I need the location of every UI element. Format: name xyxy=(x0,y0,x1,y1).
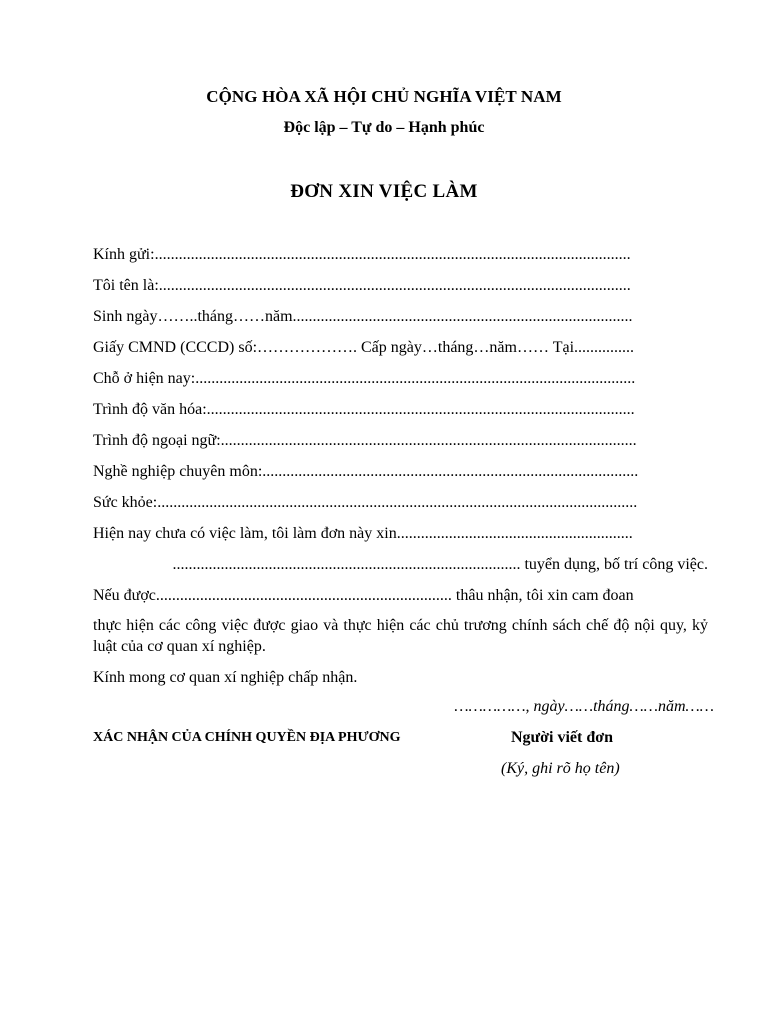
field-id-card: Giấy CMND (CCCD) số:………………. Cấp ngày…tháng…năm…… Tại............... xyxy=(93,339,635,356)
document-title: ĐƠN XIN VIỆC LÀM xyxy=(290,181,478,202)
commitment-paragraph: thực hiện các công việc được giao và thực hiện các chủ trương chính sách chế độ nội quy, kỷ luật của cơ quan xí nghiệp. xyxy=(93,617,708,655)
field-recipient: Kính gửi:....................................................................................................................... xyxy=(93,246,631,263)
field-request-position: Hiện nay chưa có việc làm, tôi làm đơn này xin........................................................... xyxy=(93,525,633,542)
field-foreign-language: Trình độ ngoại ngữ:........................................................................................................ xyxy=(93,432,637,449)
field-commitment-start: Nếu được.......................................................................... thâu nhận, tôi xin cam đoan xyxy=(93,587,634,604)
field-full-name: Tôi tên là:...................................................................................................................... xyxy=(93,277,631,294)
field-education-level: Trình độ văn hóa:........................................................................................................... xyxy=(93,401,635,418)
national-title: CỘNG HÒA XÃ HỘI CHỦ NGHĨA VIỆT NAM xyxy=(206,87,562,106)
signer-title: Người viết đơn xyxy=(511,729,613,746)
field-profession: Nghề nghiệp chuyên môn:.............................................................................................. xyxy=(93,463,639,480)
field-current-address: Chỗ ở hiện nay:.............................................................................................................. xyxy=(93,370,636,387)
closing-request: Kính mong cơ quan xí nghiệp chấp nhận. xyxy=(93,669,358,686)
field-health: Sức khỏe:........................................................................................................................ xyxy=(93,494,638,511)
local-authority-confirmation: XÁC NHẬN CỦA CHÍNH QUYỀN ĐỊA PHƯƠNG xyxy=(93,730,401,745)
field-date-of-birth: Sinh ngày……..tháng……năm..................................................................................... xyxy=(93,308,633,325)
national-motto: Độc lập – Tự do – Hạnh phúc xyxy=(283,119,485,136)
signer-note: (Ký, ghi rõ họ tên) xyxy=(501,760,620,777)
date-line: ……………, ngày……tháng……năm…… xyxy=(454,698,714,715)
field-request-position-continued: ....................................................................................... tuyển dụng, bố trí công việc. xyxy=(172,556,708,573)
